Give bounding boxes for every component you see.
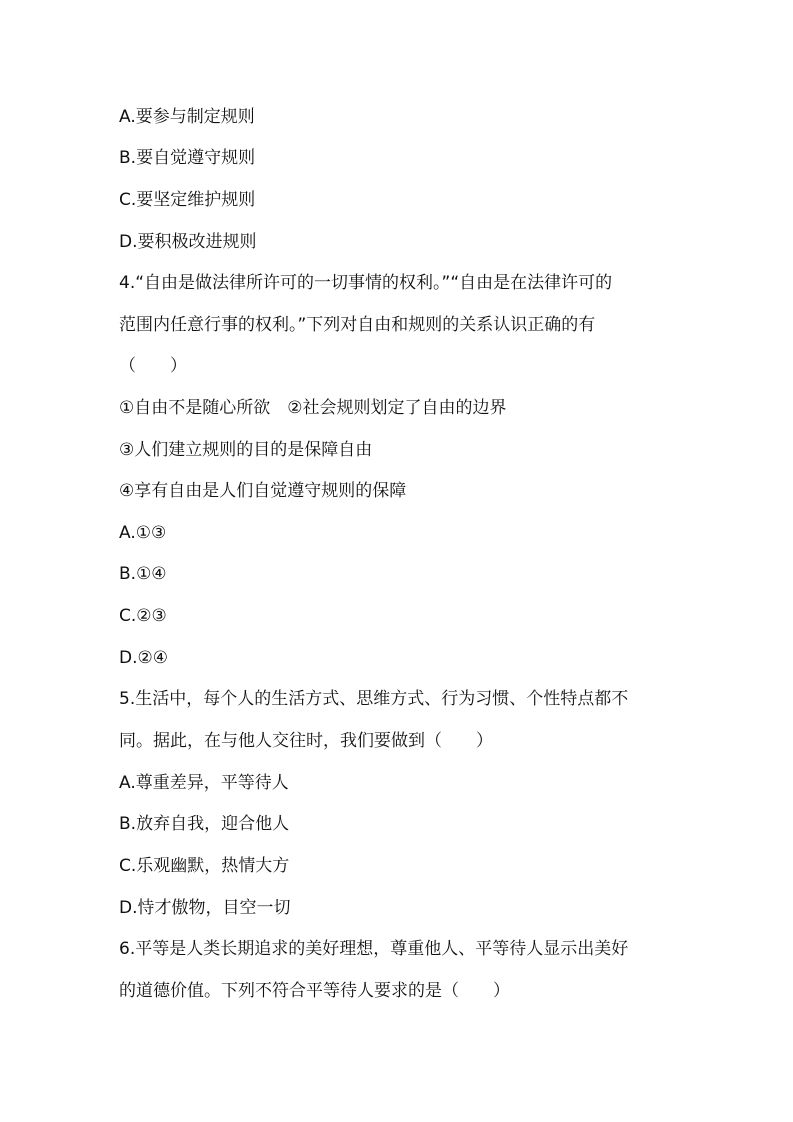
q4-option-d: D.②④ xyxy=(119,648,168,668)
q5-stem-line-2: 同。据此，在与他人交往时，我们要做到（ ） xyxy=(119,731,493,751)
q3-option-a: A.要参与制定规则 xyxy=(119,107,255,127)
q4-statement-4: ④享有自由是人们自觉遵守规则的保障 xyxy=(119,481,407,501)
q3-option-d: D.要积极改进规则 xyxy=(119,232,257,252)
q6-stem-line-1: 6.平等是人类长期追求的美好理想，尊重他人、平等待人显示出美好 xyxy=(119,939,629,959)
q5-stem-line-1: 5.生活中，每个人的生活方式、思维方式、行为习惯、个性特点都不 xyxy=(119,689,629,709)
q4-statement-1-2: ①自由不是随心所欲 ②社会规则划定了自由的边界 xyxy=(119,398,507,418)
q5-option-d: D.恃才傲物，目空一切 xyxy=(119,898,291,918)
q5-option-b: B.放弃自我，迎合他人 xyxy=(119,814,290,834)
q4-option-a: A.①③ xyxy=(119,523,167,543)
q4-statement-3: ③人们建立规则的目的是保障自由 xyxy=(119,440,373,460)
q4-answer-blank: （ ） xyxy=(119,356,187,376)
q5-option-c: C.乐观幽默，热情大方 xyxy=(119,856,290,876)
q4-stem-line-2: 范围内任意行事的权利。”下列对自由和规则的关系认识正确的有 xyxy=(119,315,596,335)
q4-option-c: C.②③ xyxy=(119,606,167,626)
q5-option-a: A.尊重差异，平等待人 xyxy=(119,773,289,793)
q4-option-b: B.①④ xyxy=(119,564,167,584)
q4-stem-line-1: 4.“自由是做法律所许可的一切事情的权利。”“自由是在法律许可的 xyxy=(119,273,613,293)
q3-option-b: B.要自觉遵守规则 xyxy=(119,148,256,168)
q3-option-c: C.要坚定维护规则 xyxy=(119,190,256,210)
q6-stem-line-2: 的道德价值。下列不符合平等待人要求的是（ ） xyxy=(119,981,510,1001)
